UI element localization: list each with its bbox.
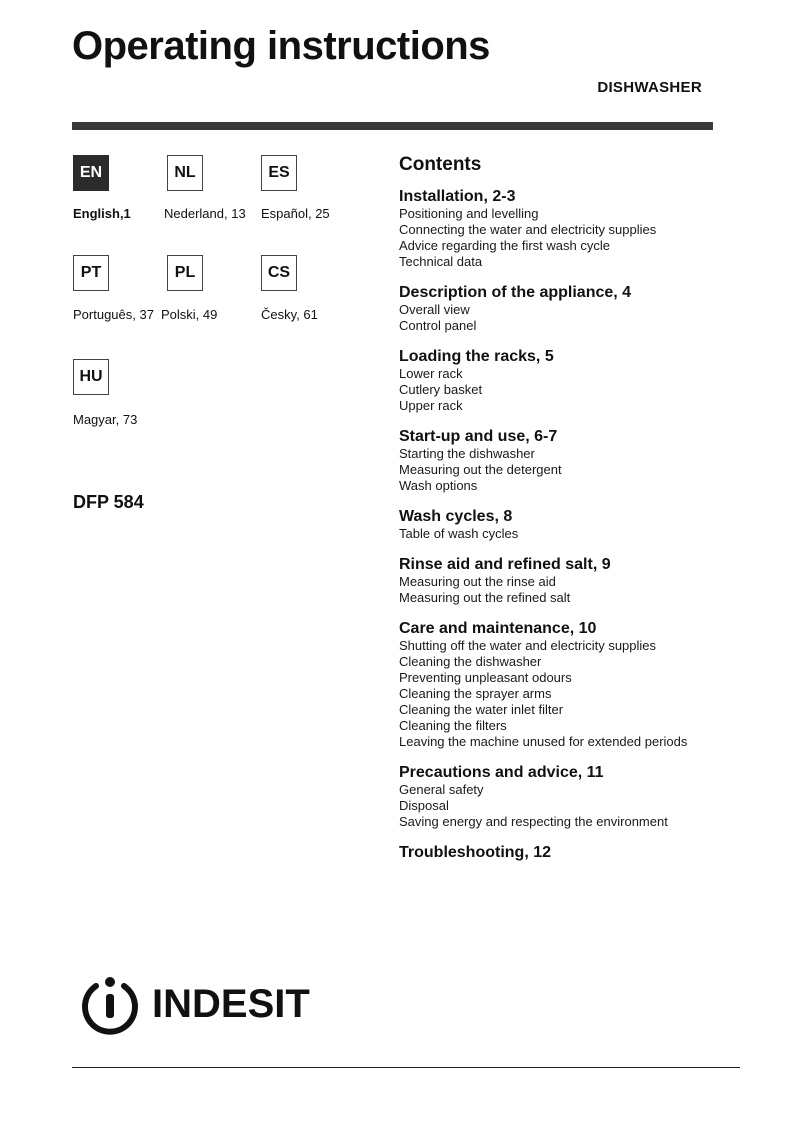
lang-box-en[interactable]: EN xyxy=(73,155,109,191)
page-title: Operating instructions xyxy=(72,24,490,68)
contents-section xyxy=(399,283,779,334)
contents-section xyxy=(399,427,779,494)
section-title[interactable]: Precautions and advice, 11 xyxy=(399,764,604,781)
contents-section xyxy=(399,507,779,542)
section-item: Cutlery basket xyxy=(399,382,483,397)
indesit-power-icon xyxy=(78,972,142,1036)
lang-label-hu: Magyar, 73 xyxy=(73,412,138,427)
lang-box-cs[interactable]: CS xyxy=(261,255,297,291)
section-item: Measuring out the rinse aid xyxy=(399,574,556,589)
contents-section xyxy=(399,347,779,414)
section-title[interactable]: Troubleshooting, 12 xyxy=(399,844,552,861)
contents-section xyxy=(399,843,779,862)
section-title[interactable]: Start-up and use, 6-7 xyxy=(399,428,558,445)
lang-label-nl: Nederland, 13 xyxy=(164,206,246,221)
model-number: DFP 584 xyxy=(73,492,144,512)
indesit-logo xyxy=(78,972,310,1036)
section-title[interactable]: Description of the appliance, 4 xyxy=(399,284,632,301)
section-item: Cleaning the filters xyxy=(399,718,507,733)
section-item: Upper rack xyxy=(399,398,463,413)
section-item: Connecting the water and electricity supplies xyxy=(399,222,657,237)
section-item: Shutting off the water and electricity supplies xyxy=(399,638,657,653)
section-item: Starting the dishwasher xyxy=(399,446,535,461)
section-item: Disposal xyxy=(399,798,449,813)
lang-label-es: Español, 25 xyxy=(261,206,330,221)
section-item: Table of wash cycles xyxy=(399,526,519,541)
section-item: Wash options xyxy=(399,478,478,493)
section-item: Cleaning the sprayer arms xyxy=(399,686,552,701)
footer-divider xyxy=(72,1067,740,1068)
contents-section xyxy=(399,555,779,606)
section-item: Saving energy and respecting the environment xyxy=(399,814,668,829)
lang-label-cs: Česky, 61 xyxy=(261,307,318,322)
section-item: Measuring out the refined salt xyxy=(399,590,571,605)
contents-sections xyxy=(399,187,779,862)
lang-label-en: English,1 xyxy=(73,206,131,221)
lang-label-pt: Português, 37 xyxy=(73,307,154,322)
section-title[interactable]: Wash cycles, 8 xyxy=(399,508,513,525)
section-item: Advice regarding the first wash cycle xyxy=(399,238,610,253)
section-item: Cleaning the water inlet filter xyxy=(399,702,564,717)
contents-heading: Contents xyxy=(399,154,482,175)
section-item: Preventing unpleasant odours xyxy=(399,670,572,685)
section-item: Leaving the machine unused for extended periods xyxy=(399,734,688,749)
section-item: Overall view xyxy=(399,302,470,317)
brand-name: INDESIT xyxy=(152,981,310,1026)
lang-box-es[interactable]: ES xyxy=(261,155,297,191)
section-item: Control panel xyxy=(399,318,477,333)
lang-box-pt[interactable]: PT xyxy=(73,255,109,291)
section-title[interactable]: Loading the racks, 5 xyxy=(399,348,554,365)
section-item: Technical data xyxy=(399,254,483,269)
lang-box-pl[interactable]: PL xyxy=(167,255,203,291)
lang-label-pl: Polski, 49 xyxy=(161,307,218,322)
header-divider xyxy=(72,122,713,130)
section-item: Positioning and levelling xyxy=(399,206,539,221)
contents-section xyxy=(399,619,779,750)
section-item: Lower rack xyxy=(399,366,463,381)
contents-section xyxy=(399,187,779,270)
lang-box-nl[interactable]: NL xyxy=(167,155,203,191)
contents-section xyxy=(399,763,779,830)
lang-box-hu[interactable]: HU xyxy=(73,359,109,395)
section-item: Measuring out the detergent xyxy=(399,462,562,477)
product-type: DISHWASHER xyxy=(597,79,702,96)
table-of-contents xyxy=(399,154,779,875)
section-title[interactable]: Care and maintenance, 10 xyxy=(399,620,597,637)
section-item: General safety xyxy=(399,782,484,797)
section-item: Cleaning the dishwasher xyxy=(399,654,542,669)
section-title[interactable]: Rinse aid and refined salt, 9 xyxy=(399,556,611,573)
section-title[interactable]: Installation, 2-3 xyxy=(399,188,516,205)
